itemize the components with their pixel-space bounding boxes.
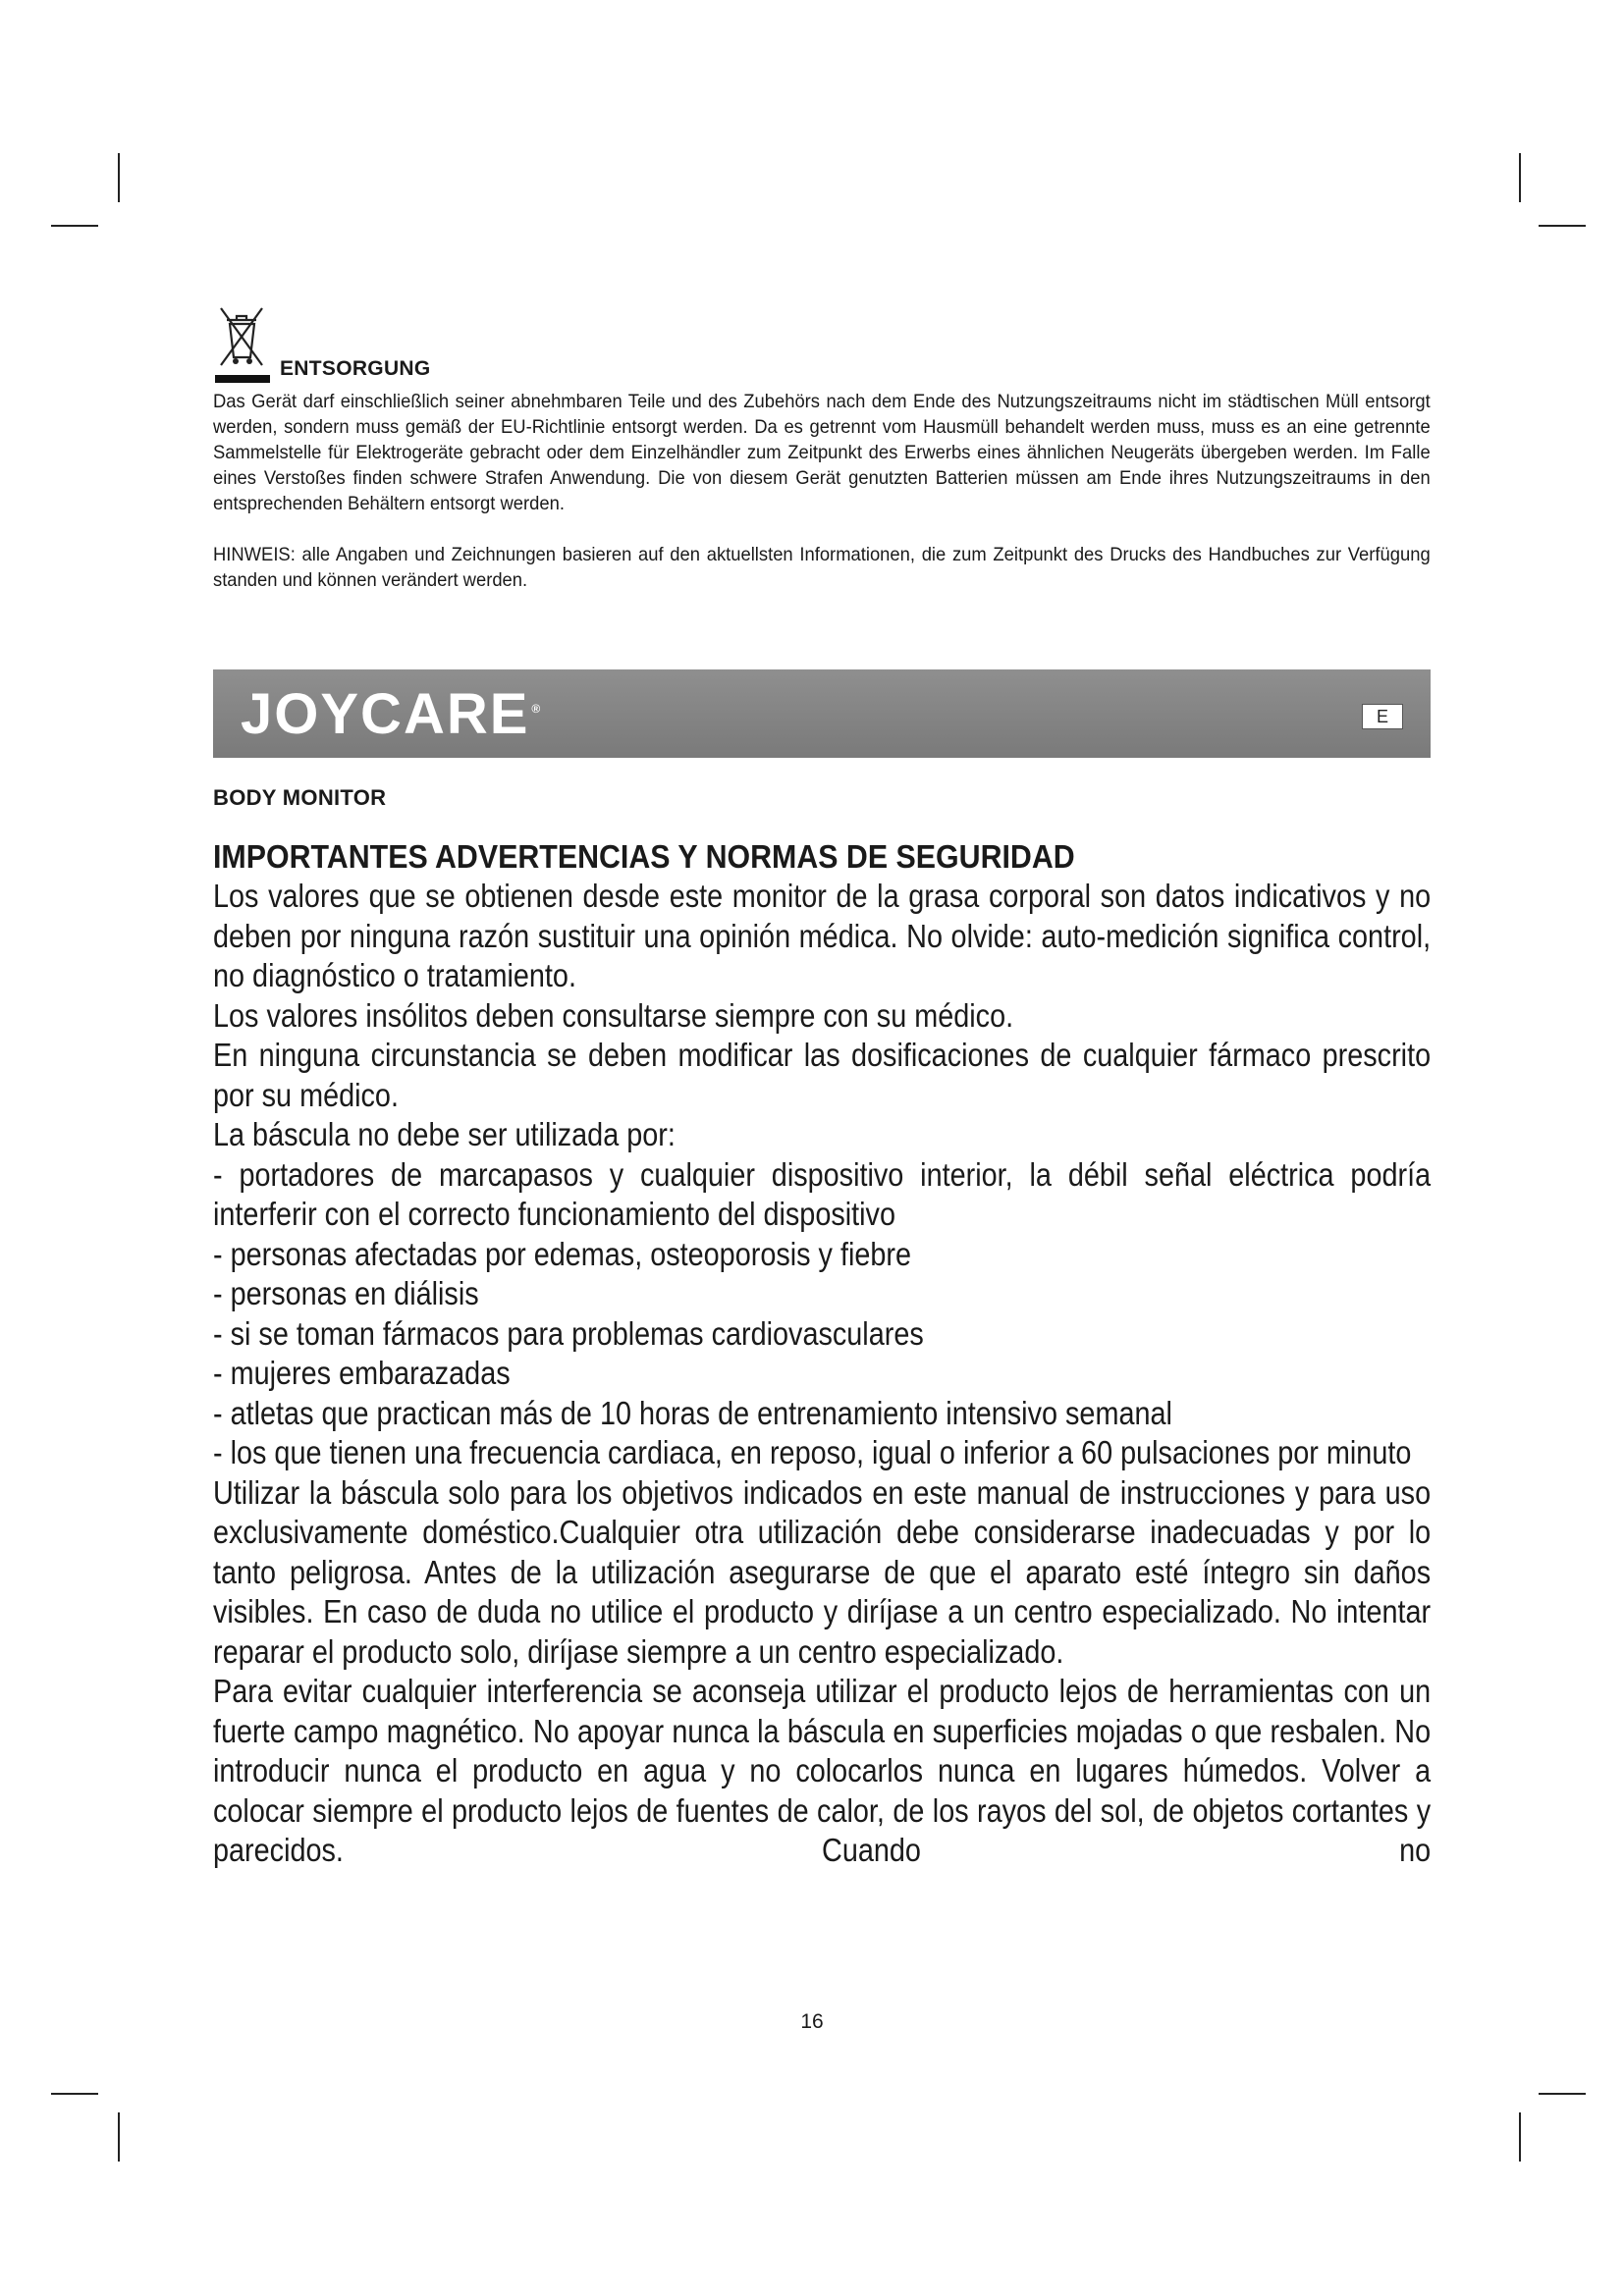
crossed-out-wheeled-bin-icon (213, 304, 274, 385)
crop-mark-bottom-right-horizontal (1539, 2093, 1586, 2095)
language-badge: E (1362, 704, 1403, 729)
page-number: 16 (800, 2010, 824, 2033)
crop-mark-top-left-vertical (118, 153, 120, 202)
crop-mark-bottom-right-vertical (1519, 2112, 1521, 2162)
safety-heading: IMPORTANTES ADVERTENCIAS Y NORMAS DE SEGURIDAD (213, 838, 1075, 875)
crop-mark-bottom-left-horizontal (51, 2093, 98, 2095)
disposal-header (213, 304, 1431, 385)
brand-name: JOYCARE (241, 681, 530, 746)
crop-mark-top-right-vertical (1519, 153, 1521, 202)
disposal-note: HINWEIS: alle Angaben und Zeichnungen basieren auf den aktuellsten Informationen, die zum Zeitpunkt des Drucks des Handbuches zur Verfügung standen und können verändert werden. (213, 544, 1431, 591)
disposal-section (213, 304, 1431, 593)
restriction-item: - personas en diálisis (213, 1276, 479, 1312)
disposal-title: ENTSORGUNG (280, 357, 431, 380)
safety-not-used-by: La báscula no debe ser utilizada por: (213, 1117, 676, 1153)
restriction-item: - los que tienen una frecuencia cardiaca, en reposo, igual o inferior a 60 pulsaciones por minuto (213, 1435, 1412, 1471)
restriction-item: - atletas que practican más de 10 horas de entrenamiento intensivo semanal (213, 1395, 1172, 1432)
brand-banner (213, 669, 1431, 758)
restriction-item: - mujeres embarazadas (213, 1356, 511, 1392)
brand-logo (241, 681, 542, 747)
crop-mark-top-left-horizontal (51, 225, 98, 227)
product-name: BODY MONITOR (213, 785, 387, 810)
restriction-item: - si se toman fármacos para problemas cardiovasculares (213, 1315, 924, 1353)
safety-dosage: En ninguna circunstancia se deben modificar las dosificaciones de cualquier fármaco prescrito por su médico. (213, 1038, 1432, 1114)
safety-intro: Los valores que se obtienen desde este monitor de la grasa corporal son datos indicativos y no deben por ninguna razón sustituir una opinión médica. No olvide: auto-medición significa control, no diagnóstico o tratamiento. (213, 879, 1432, 994)
crop-mark-top-right-horizontal (1539, 225, 1586, 227)
disposal-text: Das Gerät darf einschließlich seiner abnehmbaren Teile und des Zubehörs nach dem Ende des Nutzungszeitraums nicht im städtischen Müll entsorgt werden, sondern muss gemäß der EU-Richtlinie entsorgt werden. Da es getrennt vom Hausmüll behandelt werden muss, muss es an eine getrennte Sammelstelle für Elektrogeräte gebracht oder dem Einzelhändler zum Zeitpunkt des Erwerbs eines ähnlichen Neugeräts übergeben werden. Im Falle eines Verstoßes finden schwere Strafen Anwendung. Die von diesem Gerät genutzten Batterien müssen am Ende ihres Nutzungszeitraums in den entsprechenden Behältern entsorgt werden. (213, 391, 1431, 514)
safety-body (213, 878, 1431, 1872)
registered-mark: ® (531, 702, 543, 717)
safety-usage: Utilizar la báscula solo para los objetivos indicados en este manual de instrucciones y para uso exclusivamente doméstico.Cualquier otra utilización debe considerarse inadecuadas y por lo tanto peligrosa. Antes de la utilización asegurarse de que el aparato esté íntegro sin daños visibles. En caso de duda no utilice el producto y diríjase a un centro especializado. No intentar reparar el producto solo, diríjase siempre a un centro especializado. (213, 1474, 1432, 1671)
safety-interference: Para evitar cualquier interferencia se aconseja utilizar el producto lejos de herramientas con un fuerte campo magnético. No apoyar nunca la báscula en superficies mojadas o que resbalen. No introducir nunca el producto en agua y no colocarlos nunca en lugares húmedos. Volver a colocar siempre el producto lejos de fuentes de calor, de los rayos del sol, de objetos cortantes y parecidos. Cuando no (213, 1674, 1432, 1869)
crop-mark-bottom-left-vertical (118, 2112, 120, 2162)
restriction-item: - personas afectadas por edemas, osteoporosis y fiebre (213, 1236, 912, 1273)
safety-section (213, 836, 1431, 1872)
restriction-item: - portadores de marcapasos y cualquier dispositivo interior, la débil señal eléctrica podría interferir con el correcto funcionamiento del dispositivo (213, 1156, 1432, 1233)
safety-unusual-values: Los valores insólitos deben consultarse siempre con su médico. (213, 997, 1014, 1035)
